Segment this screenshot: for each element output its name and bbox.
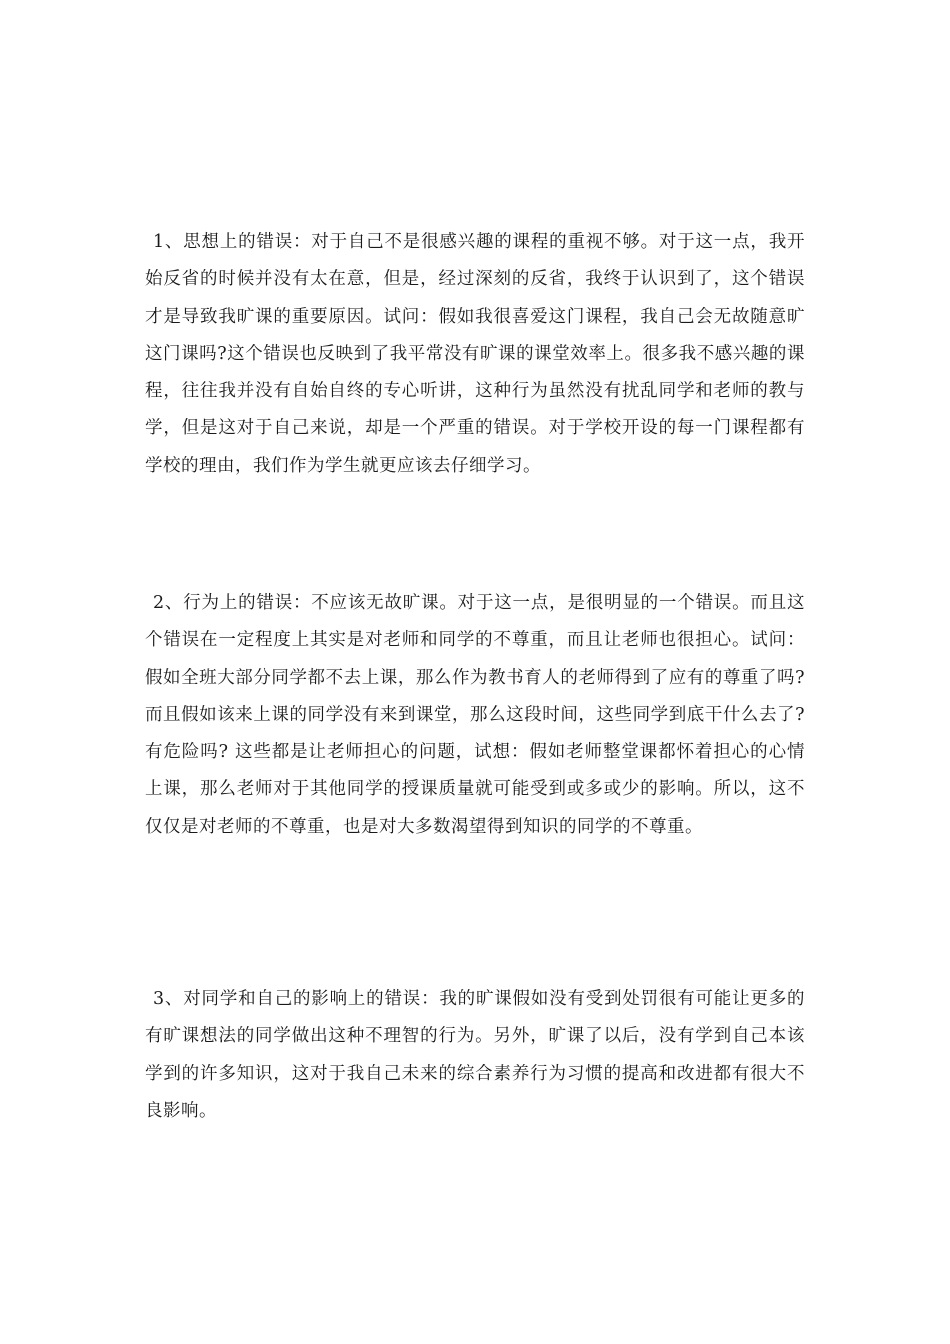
paragraph-influence-error: 3、对同学和自己的影响上的错误：我的旷课假如没有受到处罚很有可能让更多的有旷课想法的同学做出这种不理智的行为。另外，旷课了以后，没有学到自己本该学到的许多知识，这对于我自己未来的综合素养行为习惯的提高和改进都有很大不良影响。 [145, 989, 805, 1121]
paragraph-thought-error: 1、思想上的错误：对于自己不是很感兴趣的课程的重视不够。对于这一点，我开始反省的时候并没有太在意，但是，经过深刻的反省，我终于认识到了，这个错误才是导致我旷课的重要原因。试问：假如我很喜爱这门课程，我自己会无故随意旷这门课吗?这个错误也反映到了我平常没有旷课的课堂效率上。很多我不感兴趣的课程，往往我并没有自始自终的专心听讲，这种行为虽然没有扰乱同学和老师的教与学，但是这对于自己来说，却是一个严重的错误。对于学校开设的每一门课程都有学校的理由，我们作为学生就更应该去仔细学习。 [145, 232, 805, 476]
paragraph-behavior-error: 2、行为上的错误：不应该无故旷课。对于这一点，是很明显的一个错误。而且这个错误在一定程度上其实是对老师和同学的不尊重，而且让老师也很担心。试问：假如全班大部分同学都不去上课，那么作为教书育人的老师得到了应有的尊重了吗?而且假如该来上课的同学没有来到课堂，那么这段时间，这些同学到底干什么去了?有危险吗? 这些都是让老师担心的问题，试想：假如老师整堂课都怀着担心的心情上课，那么老师对于其他同学的授课质量就可能受到或多或少的影响。所以，这不仅仅是对老师的不尊重，也是对大多数渴望得到知识的同学的不尊重。 [145, 593, 805, 837]
